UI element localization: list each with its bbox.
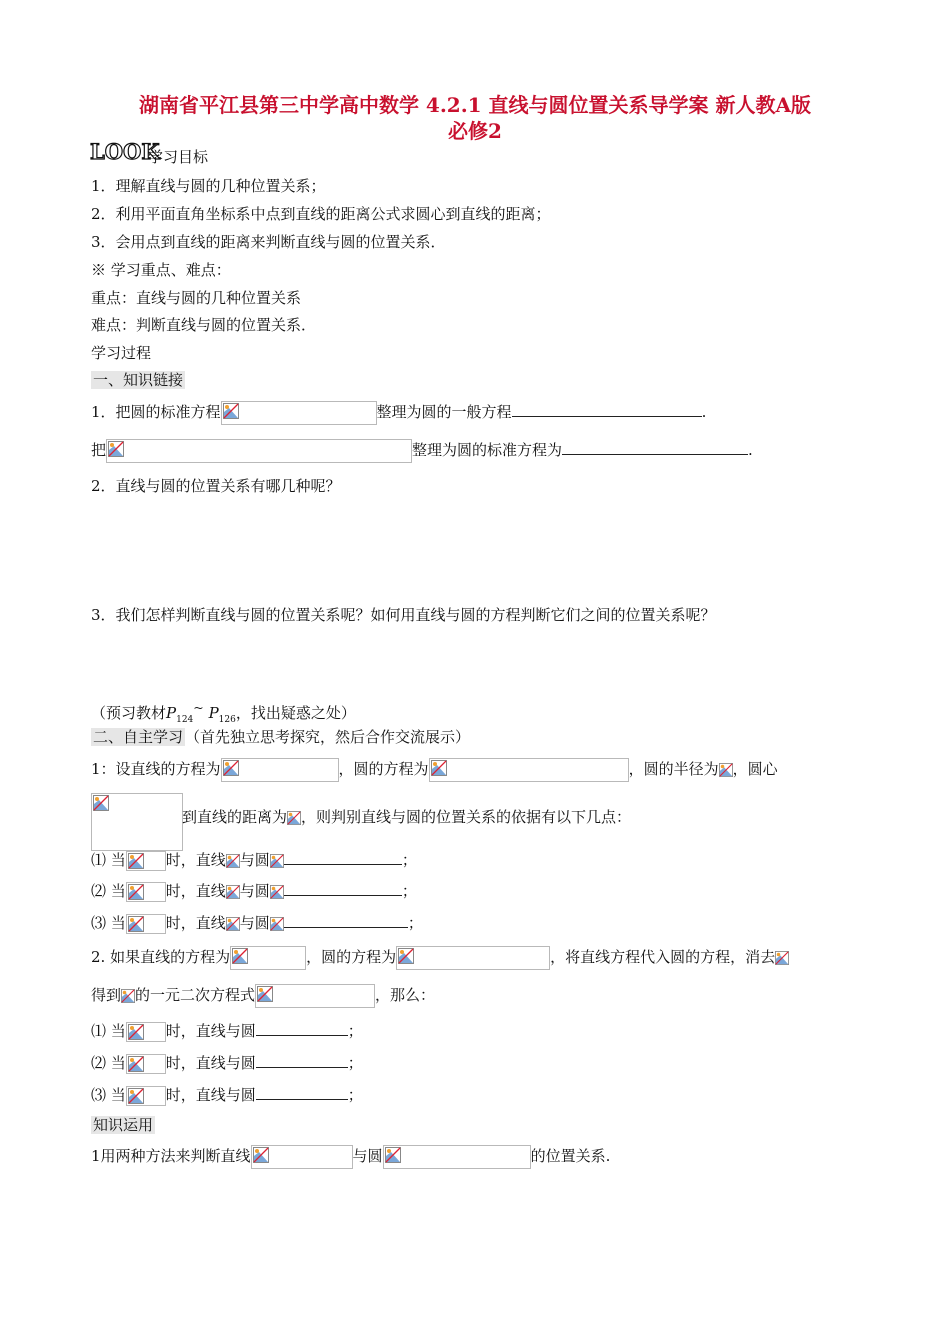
- image-placeholder-icon: [232, 948, 248, 964]
- answer-blank: [256, 1053, 348, 1068]
- image-placeholder-icon: [128, 1024, 144, 1040]
- equation-image: [221, 401, 377, 425]
- goal-2: 2．利用平面直角坐标系中点到直线的距离公式求圆心到直线的距离；: [91, 205, 551, 223]
- image-placeholder-icon: [128, 1056, 144, 1072]
- condition-image: [126, 1086, 166, 1106]
- equation-image: [429, 758, 629, 782]
- part2-heading: 二、自主学习: [93, 728, 184, 746]
- image-placeholder-icon: [128, 916, 144, 932]
- doc-title-line2: 必修2: [448, 119, 502, 143]
- image-placeholder-icon: [270, 884, 284, 900]
- preview-note: （预习教材$P_{124}^\sim$ $P_{126}$，找出疑惑之处）: [91, 700, 356, 725]
- condition-image: [126, 882, 166, 902]
- answer-blank: [256, 1021, 348, 1036]
- look-logo-icon: [90, 139, 160, 164]
- goals-heading: 学习目标: [148, 148, 209, 166]
- case-row-2: ⑵ 当 时，直线 与圆 ；: [91, 882, 417, 900]
- goal-1: 1．理解直线与圆的几种位置关系；: [91, 177, 326, 195]
- key-points-heading: ※ 学习重点、难点：: [91, 261, 231, 279]
- apply-1-row: 1用两种方法来判断直线 与圆 的位置关系.: [91, 1145, 610, 1169]
- condition-image: [126, 914, 166, 934]
- image-placeholder-icon: [226, 884, 240, 900]
- apply-heading: 知识运用: [93, 1116, 154, 1134]
- image-placeholder-icon: [128, 853, 144, 869]
- study-1-row: 1：设直线的方程为 ，圆的方程为 ，圆的半径为 ，圆心: [91, 758, 778, 782]
- key-point: 重点：直线与圆的几种位置关系: [91, 289, 302, 307]
- image-placeholder-icon: [287, 810, 301, 826]
- study-2-row: 2. 如果直线的方程为 ，圆的方程为 ，将直线方程代入圆的方程，消去: [91, 946, 789, 970]
- image-placeholder-icon: [121, 988, 135, 1004]
- image-placeholder-icon: [223, 403, 239, 419]
- study-2-row-2: 得到 的一元二次方程式 ，那么：: [91, 984, 435, 1008]
- image-placeholder-icon: [93, 795, 109, 811]
- look-logo-text: LOOK: [90, 139, 160, 164]
- equation-image: [383, 1145, 531, 1169]
- question-1-row: 1．把圆的标准方程 整理为圆的一般方程 .: [91, 401, 706, 425]
- doc-title-line1: 湖南省平江县第三中学高中数学 4.2.1 直线与圆位置关系导学案 新人教A版: [138, 93, 812, 117]
- answer-blank: [512, 402, 702, 417]
- image-placeholder-icon: [719, 762, 733, 778]
- study-1-row-2-text: 到直线的距离为 ，则判别直线与圆的位置关系的依据有以下几点：: [182, 808, 632, 826]
- case-row-3: ⑶ 当 时，直线 与圆 ；: [91, 914, 423, 932]
- equation-image: [221, 758, 339, 782]
- image-placeholder-icon: [270, 916, 284, 932]
- process-heading: 学习过程: [91, 344, 152, 362]
- answer-blank: [256, 1085, 348, 1100]
- case2-row-2: ⑵ 当 时，直线与圆 ；: [91, 1054, 363, 1072]
- question-2: 2．直线与圆的位置关系有哪几种呢？: [91, 477, 341, 495]
- answer-blank: [284, 850, 402, 865]
- image-placeholder-icon: [431, 760, 447, 776]
- equation-image: [91, 793, 183, 851]
- image-placeholder-icon: [257, 986, 273, 1002]
- equation-image: [106, 439, 412, 463]
- case-row-1: ⑴ 当 时，直线 与圆 ；: [91, 851, 417, 869]
- equation-image: [255, 984, 375, 1008]
- image-placeholder-icon: [128, 1088, 144, 1104]
- image-placeholder-icon: [253, 1147, 269, 1163]
- image-placeholder-icon: [270, 853, 284, 869]
- image-placeholder-icon: [223, 760, 239, 776]
- image-placeholder-icon: [226, 853, 240, 869]
- part1-heading: 一、知识链接: [93, 371, 184, 389]
- answer-blank: [284, 913, 408, 928]
- study-1-row-2: [91, 793, 183, 851]
- goal-3: 3．会用点到直线的距离来判断直线与圆的位置关系．: [91, 233, 446, 251]
- equation-image: [396, 946, 550, 970]
- equation-image: [251, 1145, 353, 1169]
- part2-heading-row: 二、自主学习 （首先独立思考探究，然后合作交流展示）: [93, 728, 471, 746]
- condition-image: [126, 851, 166, 871]
- question-1-row-2: 把 整理为圆的标准方程为 .: [91, 439, 753, 463]
- image-placeholder-icon: [128, 884, 144, 900]
- difficult-point: 难点：判断直线与圆的位置关系．: [91, 316, 317, 334]
- image-placeholder-icon: [226, 916, 240, 932]
- case2-row-1: ⑴ 当 时，直线与圆 ；: [91, 1022, 363, 1040]
- image-placeholder-icon: [108, 441, 124, 457]
- equation-image: [230, 946, 306, 970]
- case2-row-3: ⑶ 当 时，直线与圆 ；: [91, 1086, 363, 1104]
- question-3: 3．我们怎样判断直线与圆的位置关系呢？如何用直线与圆的方程判断它们之间的位置关系呢？: [91, 606, 716, 624]
- answer-blank: [284, 881, 402, 896]
- answer-blank: [562, 440, 748, 455]
- look-logo: [90, 139, 160, 166]
- image-placeholder-icon: [398, 948, 414, 964]
- image-placeholder-icon: [775, 950, 789, 966]
- condition-image: [126, 1022, 166, 1042]
- condition-image: [126, 1054, 166, 1074]
- image-placeholder-icon: [385, 1147, 401, 1163]
